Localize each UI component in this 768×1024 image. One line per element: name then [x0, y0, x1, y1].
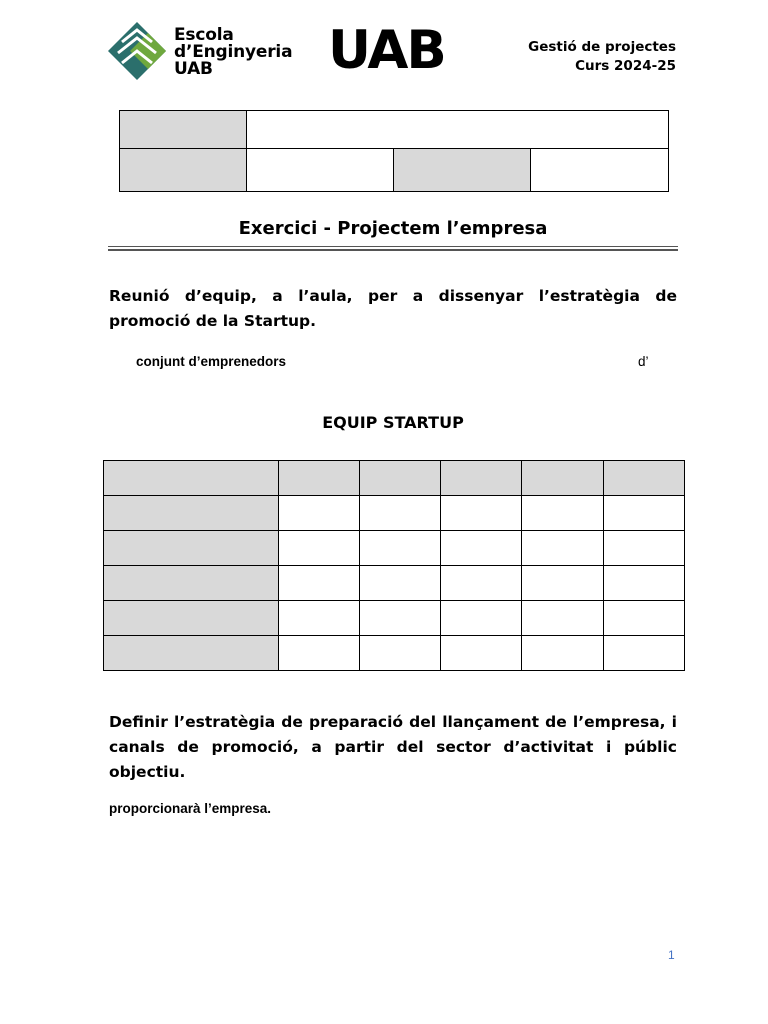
team-table: [103, 460, 685, 671]
course-title: Gestió de projectes: [528, 39, 676, 55]
task-paragraph: Definir l’estratègia de preparació del llançament de l’empresa, i canals de promoció, a partir del sector d’activitat i públic objectiu.: [109, 713, 677, 781]
team-row: [104, 601, 685, 636]
team-cell[interactable]: [360, 601, 441, 636]
team-cell[interactable]: [441, 566, 522, 601]
logo-line-2: d’Enginyeria: [174, 42, 293, 62]
info-label-cell: [120, 149, 247, 192]
team-cell[interactable]: [604, 566, 685, 601]
title-divider: [108, 246, 678, 247]
team-cell[interactable]: [279, 531, 360, 566]
info-row: [120, 149, 669, 192]
fragment-bottom: proporcionarà l’empresa.: [109, 801, 272, 816]
team-cell[interactable]: [604, 496, 685, 531]
team-cell[interactable]: [441, 601, 522, 636]
team-cell[interactable]: [279, 496, 360, 531]
team-row: [104, 566, 685, 601]
team-row-label-cell: [104, 496, 279, 531]
team-cell[interactable]: [441, 496, 522, 531]
info-value-cell[interactable]: [531, 149, 669, 192]
logo-line-3: UAB: [174, 59, 213, 79]
team-cell[interactable]: [279, 601, 360, 636]
team-cell[interactable]: [360, 636, 441, 671]
title-divider-thick: [108, 249, 678, 251]
info-row: [120, 111, 669, 149]
team-row-label-cell: [104, 636, 279, 671]
info-table: [119, 110, 669, 192]
info-value-cell[interactable]: [247, 149, 394, 192]
team-cell[interactable]: [279, 636, 360, 671]
team-cell[interactable]: [522, 496, 604, 531]
team-row-label-cell: [104, 566, 279, 601]
intro-paragraph: Reunió d’equip, a l’aula, per a dissenyar l’estratègia de promoció de la Startup.: [109, 287, 677, 330]
university-logo: UAB: [328, 20, 445, 81]
team-cell[interactable]: [604, 636, 685, 671]
exercise-title: Exercici - Projectem l’empresa: [238, 218, 548, 239]
course-year: Curs 2024-25: [575, 58, 676, 74]
team-cell[interactable]: [522, 566, 604, 601]
team-header-cell: [360, 461, 441, 496]
team-row: [104, 636, 685, 671]
logo-line-1: Escola: [174, 25, 234, 45]
team-cell[interactable]: [604, 601, 685, 636]
team-cell[interactable]: [441, 636, 522, 671]
team-row: [104, 531, 685, 566]
team-cell[interactable]: [441, 531, 522, 566]
info-label-cell: [394, 149, 531, 192]
info-value-cell[interactable]: [247, 111, 669, 149]
school-logo-icon: [108, 22, 166, 80]
team-cell[interactable]: [522, 531, 604, 566]
team-row: [104, 496, 685, 531]
fragment-right: d’: [638, 354, 649, 369]
team-header-cell: [104, 461, 279, 496]
school-logo-text: [174, 27, 292, 78]
team-header-cell: [604, 461, 685, 496]
team-cell[interactable]: [360, 496, 441, 531]
course-info: [528, 38, 676, 76]
team-header-cell: [522, 461, 604, 496]
team-cell[interactable]: [604, 531, 685, 566]
team-heading: EQUIP STARTUP: [322, 413, 464, 432]
team-row-label-cell: [104, 601, 279, 636]
team-cell[interactable]: [522, 636, 604, 671]
fragment-left: conjunt d’emprenedors: [136, 354, 287, 369]
team-header-row: [104, 461, 685, 496]
team-header-cell: [279, 461, 360, 496]
team-cell[interactable]: [279, 566, 360, 601]
team-header-cell: [441, 461, 522, 496]
team-cell[interactable]: [360, 531, 441, 566]
team-cell[interactable]: [360, 566, 441, 601]
team-row-label-cell: [104, 531, 279, 566]
team-cell[interactable]: [522, 601, 604, 636]
info-label-cell: [120, 111, 247, 149]
page-number: 1: [668, 948, 675, 962]
